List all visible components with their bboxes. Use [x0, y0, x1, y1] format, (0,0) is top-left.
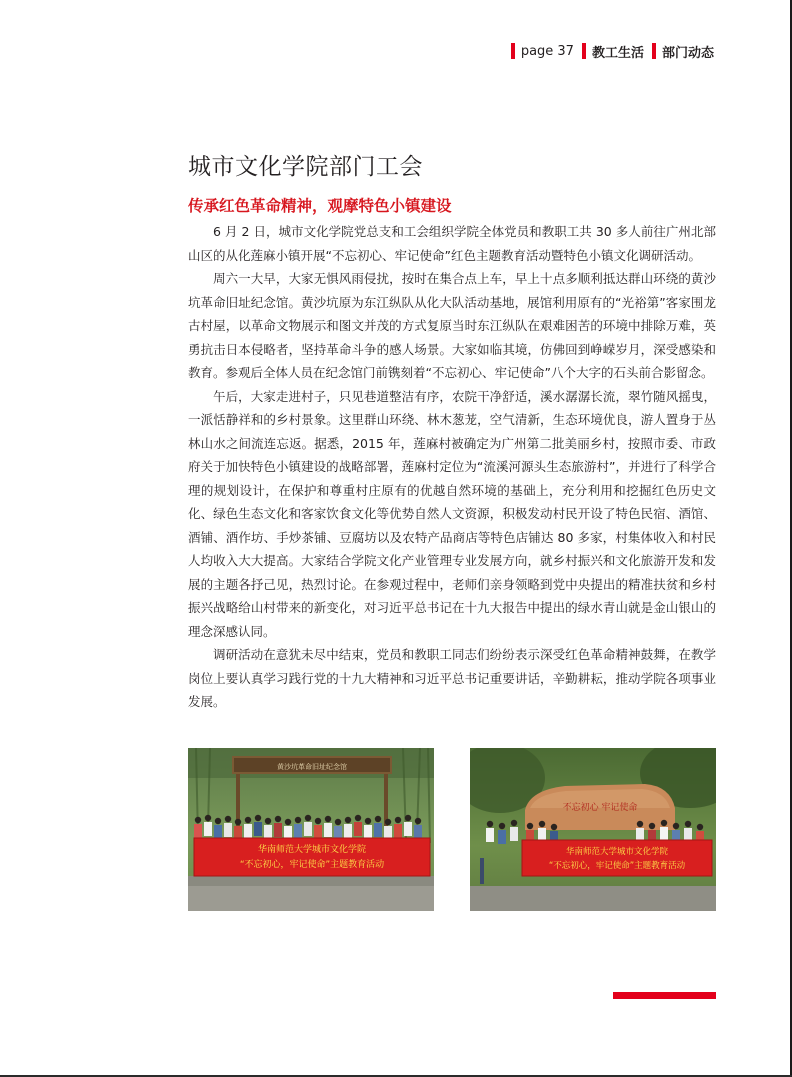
header-subsection: 部门动态 [661, 45, 714, 61]
photo-illustration [470, 748, 716, 911]
header-red-bar [652, 43, 656, 59]
photo-illustration [188, 748, 434, 911]
page-number: page 37 [520, 43, 574, 59]
footer-red-bar [613, 992, 716, 999]
article-paragraph: 6 月 2 日，城市文化学院党总支和工会组织学院全体党员和教职工共 30 多人前往广州北部山区的从化莲麻小镇开展“不忘初心、牢记使命”红色主题教育活动暨特色小镇文化调研活动。 [188, 224, 716, 263]
article-paragraph: 周六一大早，大家无惧风雨侵扰，按时在集合点上车，早上十点多顺利抵达群山环绕的黄沙坑革命旧址纪念馆。黄沙坑原为东江纵队从化大队活动基地，展馆利用原有的“光裕第”客家围龙古村屋，以革命文物展示和图文并茂的方式复原当时东江纵队在艰难困苦的环境中排除万难，英勇抗击日本侵略者，坚持革命斗争的感人场景。大家如临其境，仿佛回到峥嵘岁月，深受感染和教育。参观后全体人员在纪念馆门前镌刻着“不忘初心、牢记使命”八个大字的石头前合影留念。 [188, 271, 716, 380]
stone-inscription: 不忘初心 牢记使命 [562, 803, 638, 813]
group-photo-memorial [188, 748, 434, 911]
banner-line-1: 华南师范大学城市文化学院 [257, 845, 367, 855]
header-section: 教工生活 [591, 45, 644, 61]
banner-line-1: 华南师范大学城市文化学院 [565, 847, 669, 857]
article-title: 城市文化学院部门工会 [188, 154, 423, 180]
banner-line-2: “不忘初心，牢记使命”主题教育活动 [548, 861, 686, 871]
page-header [511, 41, 714, 61]
article-paragraph: 午后，大家走进村子，只见巷道整洁有序，农院干净舒适，溪水潺潺长流，翠竹随风摇曳，一派恬静祥和的乡村景象。这里群山环绕、林木葱茏，空气清新，生态环境优良，游人置身于丛林山水之间流连忘返。据悉，2015 年，莲麻村被确定为广州第二批美丽乡村，按照市委、市政府关于加快特色小镇建设的战略部署，莲麻村定位为“流溪河源头生态旅游村”，并进行了科学合理的规划设计，在保护和尊重村庄原有的优越自然环境的基础上，充分利用和挖掘红色历史文化、绿色生态文化和客家饮食文化等优势自然人文资源，积极发动村民开设了特色民宿、酒馆、酒铺、酒作坊、手炒茶铺、豆腐坊以及农特产品商店等特色店铺达 80 多家，村集体收入和村民人均收入大大提高。大家结合学院文化产业管理专业发展方向，就乡村振兴和文化旅游开发和发展的主题各抒己见，热烈讨论。在参观过程中，老师们亲身领略到党中央提出的精准扶贫和乡村振兴战略给山村带来的新变化，对习近平总书记在十九大报告中提出的绿水青山就是金山银山的理念深感认同。 [188, 388, 716, 639]
article-paragraph: 调研活动在意犹未尽中结束，党员和教职工同志们纷纷表示深受红色革命精神鼓舞，在教学岗位上要认真学习践行党的十九大精神和习近平总书记重要讲话，辛勤耕耘，推动学院各项事业发展。 [188, 647, 716, 709]
article-subtitle: 传承红色革命精神，观摩特色小镇建设 [188, 197, 452, 215]
group-photo-stone [470, 748, 716, 911]
header-red-bar [511, 43, 515, 59]
banner-line-2: “不忘初心，牢记使命”主题教育活动 [239, 860, 385, 870]
article-body [188, 220, 716, 714]
header-red-bar [582, 43, 586, 59]
memorial-sign-text: 黄沙坑革命旧址纪念馆 [277, 763, 347, 771]
